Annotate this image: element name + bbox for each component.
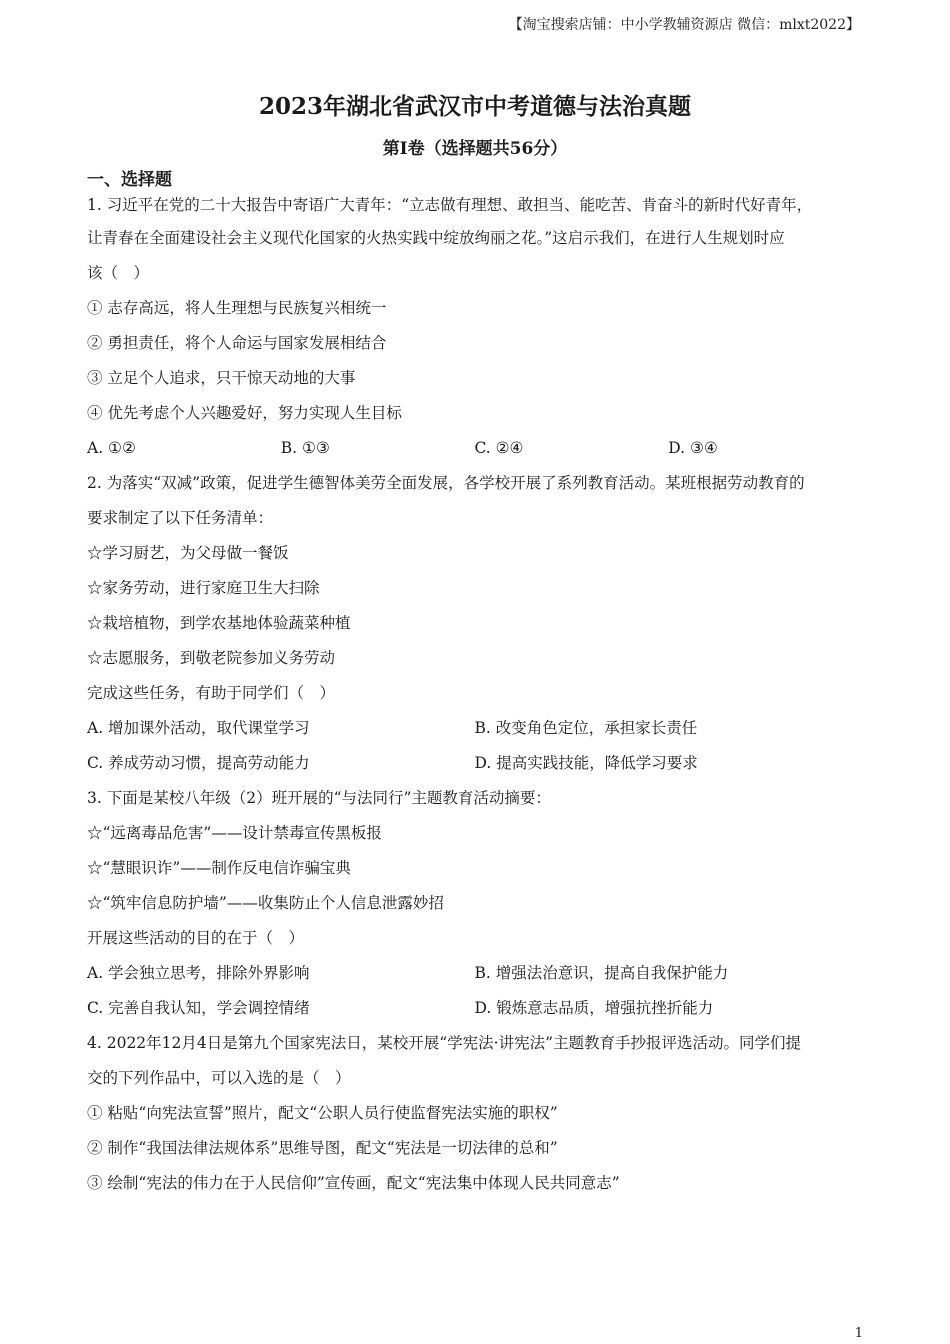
question-3-options-row xyxy=(87,991,862,1026)
question-1-option-d: D. ③④ xyxy=(668,439,718,457)
page-title: 2023年湖北省武汉市中考道德与法治真题 xyxy=(258,93,691,120)
question-3-option-b: B. 增强法治意识，提高自我保护能力 xyxy=(474,964,729,982)
question-2-stem-line: 要求制定了以下任务清单： xyxy=(87,509,274,527)
question-2-item: ☆志愿服务，到敬老院参加义务劳动 xyxy=(87,649,336,667)
question-1-item: ② 勇担责任，将个人命运与国家发展相结合 xyxy=(87,334,387,352)
question-4-stem-line: 4. 2022年12月4日是第九个国家宪法日，某校开展“学宪法·讲宪法”主题教育手抄报评选活动。同学们提 xyxy=(87,1034,802,1052)
question-4-item: ① 粘贴“向宪法宣誓”照片，配文“公职人员行使监督宪法实施的职权” xyxy=(87,1104,558,1122)
question-4-stem-line: 交的下列作品中，可以入选的是（ ） xyxy=(87,1069,351,1087)
question-1-item: ④ 优先考虑个人兴趣爱好，努力实现人生目标 xyxy=(87,404,402,422)
question-2-options-row xyxy=(87,711,862,746)
question-1-option-c: C. ②④ xyxy=(474,439,524,457)
question-1-option-a: A. ①② xyxy=(87,439,136,457)
question-2-prompt: 完成这些任务，有助于同学们（ ） xyxy=(87,684,336,702)
header-note: 【淘宝搜索店铺：中小学教辅资源店 微信：mlxt2022】 xyxy=(508,17,860,33)
question-1-item: ① 志存高远，将人生理想与民族复兴相统一 xyxy=(87,299,387,317)
question-4-item: ② 制作“我国法律法规体系”思维导图，配文“宪法是一切法律的总和” xyxy=(87,1139,558,1157)
question-2-option-c: C. 养成劳动习惯，提高劳动能力 xyxy=(87,754,310,772)
question-3-item: ☆“慧眼识诈”——制作反电信诈骗宝典 xyxy=(87,859,351,877)
question-2-option-b: B. 改变角色定位，承担家长责任 xyxy=(474,719,698,737)
question-3-option-a: A. 学会独立思考，排除外界影响 xyxy=(87,964,310,982)
question-1-stem-line: 该（ ） xyxy=(87,264,150,282)
page-number: 1 xyxy=(854,1326,863,1341)
question-3-option-d: D. 锻炼意志品质，增强抗挫折能力 xyxy=(474,999,714,1017)
question-2-stem-line: 2. 为落实“双减”政策，促进学生德智体美劳全面发展，各学校开展了系列教育活动。某班根据劳动教育的 xyxy=(87,474,805,492)
section-heading: 一、选择题 xyxy=(87,170,172,190)
question-1-option-b: B. ①③ xyxy=(280,439,330,457)
question-2-option-a: A. 增加课外活动，取代课堂学习 xyxy=(87,719,310,737)
question-3-stem: 3. 下面是某校八年级（2）班开展的“与法同行”主题教育活动摘要： xyxy=(87,789,551,807)
question-3-prompt: 开展这些活动的目的在于（ ） xyxy=(87,929,305,947)
question-4-item: ③ 绘制“宪法的伟力在于人民信仰”宣传画，配文“宪法集中体现人民共同意志” xyxy=(87,1174,620,1192)
question-1-options xyxy=(87,431,862,466)
page-subtitle: 第I卷（选择题共56分） xyxy=(382,139,568,159)
question-2-item: ☆家务劳动，进行家庭卫生大扫除 xyxy=(87,579,320,597)
question-2-item: ☆栽培植物，到学农基地体验蔬菜种植 xyxy=(87,614,351,632)
question-3-option-c: C. 完善自我认知，学会调控情绪 xyxy=(87,999,310,1017)
questions-body xyxy=(87,189,862,1201)
question-1-stem-line: 让青春在全面建设社会主义现代化国家的火热实践中绽放绚丽之花。”这启示我们，在进行人生规划时应 xyxy=(87,229,785,247)
question-3-item: ☆“远离毒品危害”——设计禁毒宣传黑板报 xyxy=(87,824,382,842)
question-1-item: ③ 立足个人追求，只干惊天动地的大事 xyxy=(87,369,356,387)
question-1-stem-line: 1. 习近平在党的二十大报告中寄语广大青年：“立志做有理想、敢担当、能吃苦、肯奋斗的新时代好青年， xyxy=(87,196,813,214)
question-3-item: ☆“筑牢信息防护墙”——收集防止个人信息泄露妙招 xyxy=(87,894,444,912)
question-2-item: ☆学习厨艺，为父母做一餐饭 xyxy=(87,544,289,562)
question-2-options-row xyxy=(87,746,862,781)
question-3-options-row xyxy=(87,956,862,991)
question-2-option-d: D. 提高实践技能，降低学习要求 xyxy=(474,754,698,772)
